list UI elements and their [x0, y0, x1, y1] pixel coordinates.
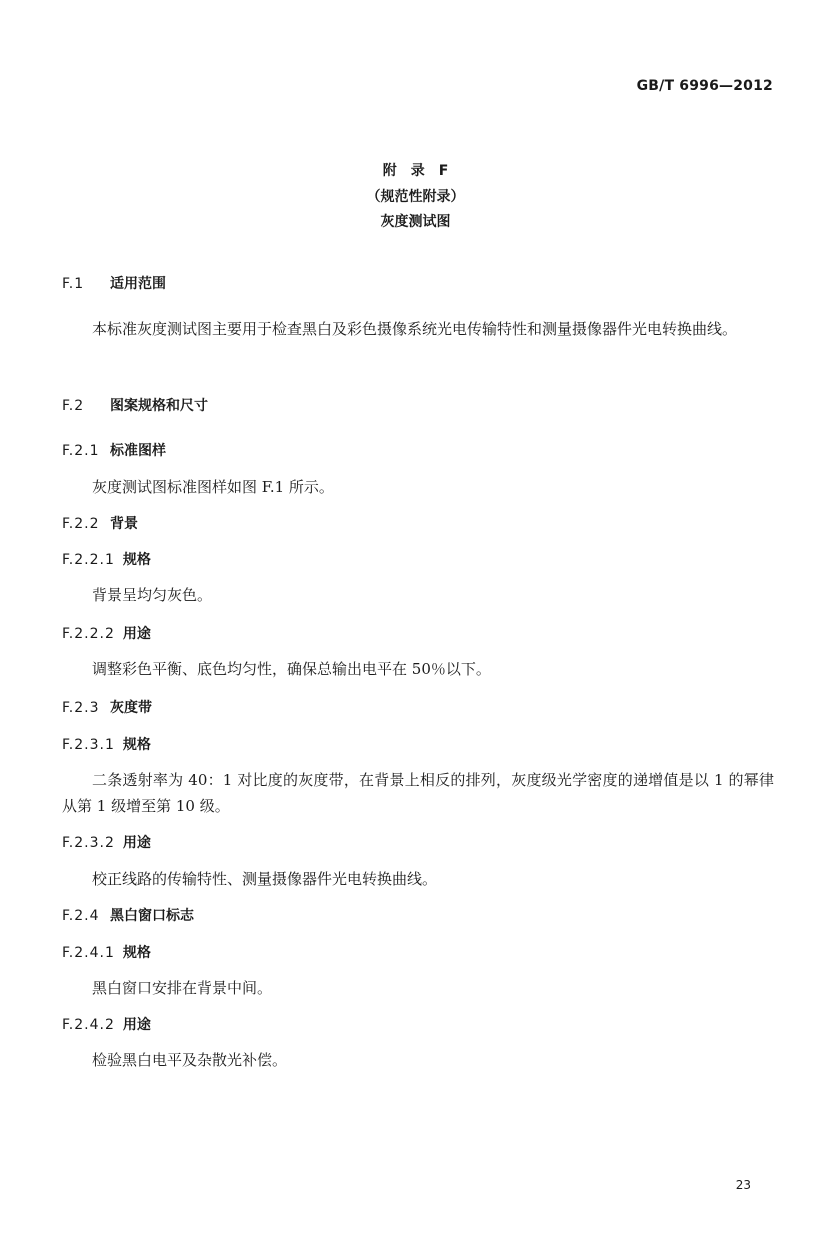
section-heading-f22 [62, 513, 138, 533]
section-title: 图案规格和尺寸 [110, 398, 208, 414]
section-heading-f242 [62, 1014, 151, 1034]
annex-title: 灰度测试图 [380, 214, 451, 230]
section-number: F.1 [62, 276, 85, 292]
page-number: 23 [735, 1178, 751, 1192]
section-number: F.2.4 [62, 908, 100, 924]
section-title: 适用范围 [110, 276, 166, 292]
section-heading-f21 [62, 440, 166, 460]
section-number: F.2 [62, 398, 85, 414]
paragraph-f241: 黑白窗口安排在背景中间。 [92, 979, 273, 997]
section-title: 用途 [122, 1017, 151, 1033]
section-title: 灰度带 [110, 700, 152, 716]
section-number: F.2.4.1 [62, 945, 115, 961]
section-number: F.2.2.1 [62, 552, 115, 568]
paragraph-f242: 检验黑白电平及杂散光补偿。 [92, 1051, 288, 1069]
section-title: 规格 [122, 945, 151, 961]
section-heading-f1 [62, 273, 166, 293]
section-heading-f24 [62, 905, 194, 925]
section-number: F.2.3 [62, 700, 100, 716]
section-heading-f231 [62, 734, 151, 754]
section-number: F.2.2.2 [62, 626, 115, 642]
paragraph-f21: 灰度测试图标准图样如图 F.1 所示。 [92, 478, 334, 496]
paragraph-f231: 二条透射率为 40：1 对比度的灰度带，在背景上相反的排列，灰度级光学密度的递增值是以 1 的幂律从第 1 级增至第 10 级。 [62, 771, 774, 815]
section-title: 背景 [110, 516, 138, 532]
section-title: 黑白窗口标志 [110, 908, 194, 924]
section-heading-f2 [62, 395, 208, 415]
paragraph-f1: 本标准灰度测试图主要用于检查黑白及彩色摄像系统光电传输特性和测量摄像器件光电转换曲线。 [92, 320, 738, 338]
paragraph-f221: 背景呈均匀灰色。 [92, 586, 213, 604]
paragraph-f232: 校正线路的传输特性、测量摄像器件光电转换曲线。 [92, 870, 438, 888]
section-heading-f232 [62, 832, 151, 852]
paragraph-f222: 调整彩色平衡、底色均匀性，确保总输出电平在 50％以下。 [92, 660, 491, 678]
annex-type: （规范性附录） [366, 189, 465, 205]
section-number: F.2.3.2 [62, 835, 115, 851]
section-number: F.2.2 [62, 516, 100, 532]
section-title: 规格 [122, 737, 151, 753]
section-heading-f222 [62, 623, 151, 643]
section-heading-f221 [62, 549, 151, 569]
section-number: F.2.4.2 [62, 1017, 115, 1033]
section-title: 规格 [122, 552, 151, 568]
annex-label: 附 录 F [382, 163, 449, 179]
section-number: F.2.3.1 [62, 737, 115, 753]
section-heading-f241 [62, 942, 151, 962]
section-title: 标准图样 [110, 443, 166, 459]
section-heading-f23 [62, 697, 152, 717]
standard-number: GB/T 6996—2012 [636, 78, 773, 94]
section-title: 用途 [122, 835, 151, 851]
section-number: F.2.1 [62, 443, 100, 459]
section-title: 用途 [122, 626, 151, 642]
